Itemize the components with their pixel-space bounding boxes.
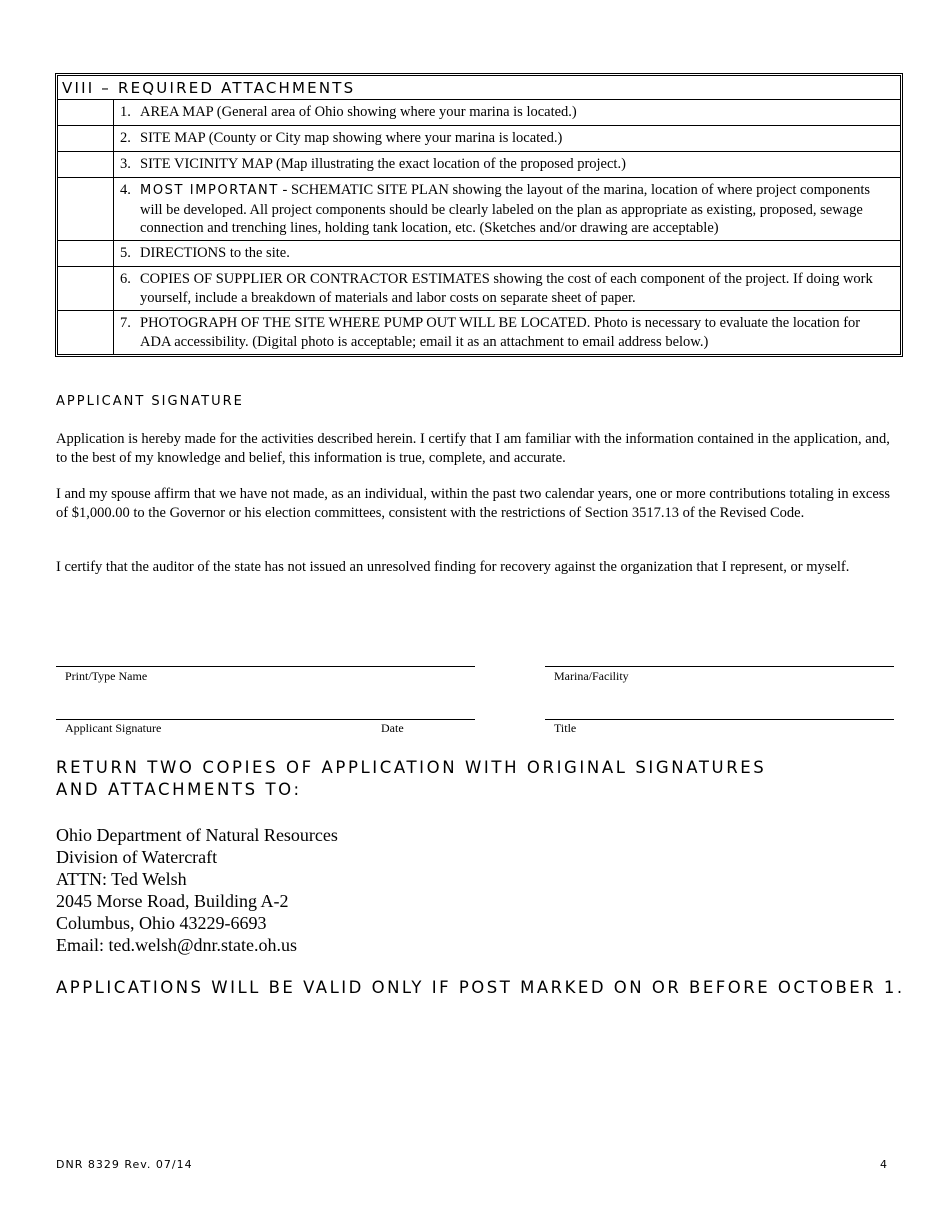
required-attachments-table: [55, 73, 903, 357]
marina-facility-line[interactable]: [545, 666, 894, 667]
deadline-note: APPLICATIONS WILL BE VALID ONLY IF POST MARKED ON OR BEFORE OCTOBER 1.: [56, 978, 905, 997]
address-line: Columbus, Ohio 43229-6693: [56, 913, 267, 933]
address-line: 2045 Morse Road, Building A-2: [56, 891, 289, 911]
certification-paragraph: Application is hereby made for the activities described herein. I certify that I am familiar with the information contained in the application, and, to the best of my knowledge and belief, this information is true, complete, and accurate.: [56, 431, 890, 466]
address-line: ATTN: Ted Welsh: [56, 869, 187, 889]
contribution-paragraph: I and my spouse affirm that we have not made, as an individual, within the past two calendar years, one or more contributions totaling in excess of $1,000.00 to the Governor or his election committees, consistent with the restrictions of Section 3517.13 of the Revised Code.: [56, 486, 891, 521]
attachment-text: SITE MAP (County or City map showing where your marina is located.): [140, 130, 563, 146]
attachment-text: SITE VICINITY MAP (Map illustrating the exact location of the proposed project.): [140, 156, 626, 172]
attachment-text: MOST IMPORTANT - SCHEMATIC SITE PLAN showing the layout of the marina, location of where project components will be developed. All project components should be clearly labeled on the plan as appropriate as existing, proposed, sewage connection and trenching lines, holding tank location, etc. (Sketches and/or drawing are acceptable): [140, 182, 871, 236]
mailing-address: [56, 824, 338, 956]
most-important-label: MOST IMPORTANT: [140, 183, 279, 198]
auditor-paragraph: I certify that the auditor of the state has not issued an unresolved finding for recovery against the organization that I represent, or myself.: [56, 559, 850, 575]
attachment-row: 3. SITE VICINITY MAP (Map illustrating the exact location of the proposed project.): [58, 152, 900, 178]
attachment-checkbox-cell[interactable]: [58, 241, 114, 266]
title-line[interactable]: [545, 719, 894, 720]
attachment-row: 1. AREA MAP (General area of Ohio showing where your marina is located.): [58, 100, 900, 126]
form-id: DNR 8329 Rev. 07/14: [56, 1158, 193, 1171]
attachment-checkbox-cell[interactable]: [58, 267, 114, 310]
title-label: Title: [554, 721, 577, 735]
attachment-text: COPIES OF SUPPLIER OR CONTRACTOR ESTIMATES showing the cost of each component of the project. If doing work yourself, include a breakdown of materials and labor costs on separate sheet of paper.: [140, 271, 873, 306]
attachment-checkbox-cell[interactable]: [58, 178, 114, 240]
attachment-text: AREA MAP (General area of Ohio showing where your marina is located.): [140, 104, 577, 120]
print-name-label: Print/Type Name: [65, 669, 148, 683]
applicant-signature-label: Applicant Signature: [65, 721, 162, 735]
attachment-row: 5. DIRECTIONS to the site.: [58, 241, 900, 267]
address-email: Email: ted.welsh@dnr.state.oh.us: [56, 935, 298, 955]
return-heading: RETURN TWO COPIES OF APPLICATION WITH ORIGINAL SIGNATURES AND ATTACHMENTS TO:: [56, 758, 767, 799]
page-number: 4: [880, 1158, 889, 1171]
marina-facility-label: Marina/Facility: [554, 669, 629, 683]
applicant-signature-heading: APPLICANT SIGNATURE: [56, 394, 244, 409]
attachment-row: 7. PHOTOGRAPH OF THE SITE WHERE PUMP OUT WILL BE LOCATED. Photo is necessary to evaluate the location for ADA accessibility. (Digital photo is acceptable; email it as an attachment to email address below.): [58, 311, 900, 354]
attachment-checkbox-cell[interactable]: [58, 311, 114, 354]
attachments-heading: VIII – REQUIRED ATTACHMENTS: [58, 76, 900, 100]
date-label: Date: [381, 721, 404, 735]
address-line: Division of Watercraft: [56, 847, 218, 867]
attachment-text: DIRECTIONS to the site.: [140, 245, 290, 261]
attachment-checkbox-cell[interactable]: [58, 100, 114, 125]
attachment-row: 2. SITE MAP (County or City map showing where your marina is located.): [58, 126, 900, 152]
applicant-signature-line[interactable]: [56, 719, 475, 720]
attachment-row: 4. MOST IMPORTANT - SCHEMATIC SITE PLAN showing the layout of the marina, location of where project components will be developed. All project components should be clearly labeled on the plan as appropriate as existing, proposed, sewage connection and trenching lines, holding tank location, etc. (Sketches and/or drawing are acceptable): [58, 178, 900, 241]
attachment-checkbox-cell[interactable]: [58, 152, 114, 177]
attachment-text: PHOTOGRAPH OF THE SITE WHERE PUMP OUT WILL BE LOCATED. Photo is necessary to evaluate the location for ADA accessibility. (Digital photo is acceptable; email it as an attachment to email address below.): [140, 315, 861, 350]
attachment-row: 6. COPIES OF SUPPLIER OR CONTRACTOR ESTIMATES showing the cost of each component of the project. If doing work yourself, include a breakdown of materials and labor costs on separate sheet of paper.: [58, 267, 900, 311]
address-line: Ohio Department of Natural Resources: [56, 825, 338, 845]
print-name-line[interactable]: [56, 666, 475, 667]
attachment-checkbox-cell[interactable]: [58, 126, 114, 151]
